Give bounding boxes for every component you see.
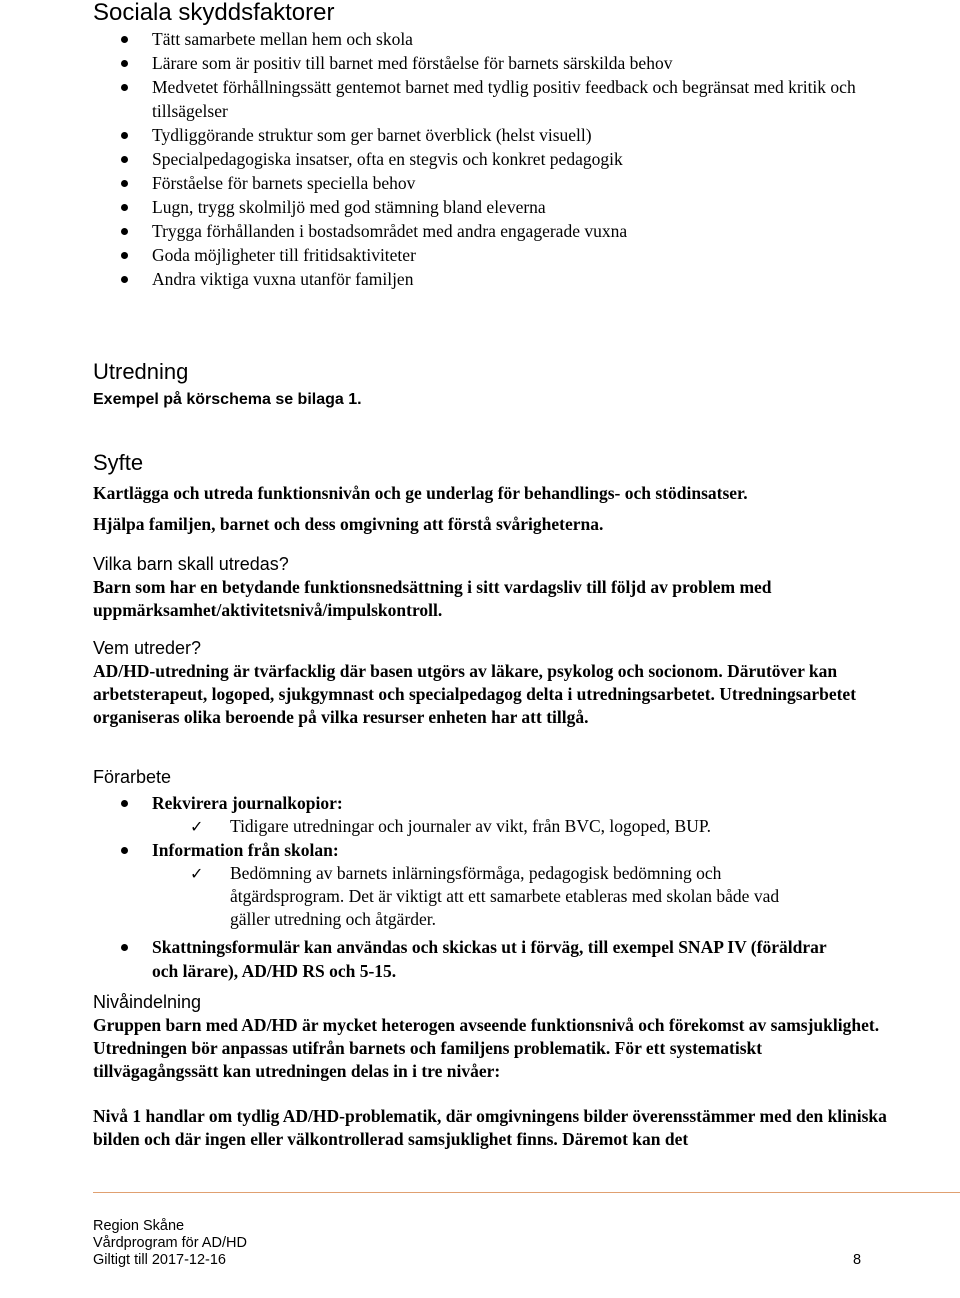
list-item: Förståelse för barnets speciella behov <box>0 171 960 195</box>
prework-sublist <box>0 815 900 838</box>
list-item: Tätt samarbete mellan hem och skola <box>0 27 960 51</box>
bullet-icon <box>121 252 128 259</box>
list-item: ✓ Bedömning av barnets inlärningsförmåga, pedagogisk bedömning och åtgärdsprogram. Det är viktigt att ett samarbete etableras med skolan både vad gäller utredning och åtgärder. <box>190 863 780 929</box>
section-title-investigation: Utredning <box>93 359 189 384</box>
bullet-icon <box>121 228 128 235</box>
page-footer <box>93 1218 247 1269</box>
levels-paragraph-2: Nivå 1 handlar om tydlig AD/HD-problematik, där omgivningens bilder överensstämmer med den kliniska bilden och där ingen eller välkontrollerad samsjuklighet finns. Däremot kan det <box>93 1106 887 1149</box>
bullet-icon <box>121 944 128 951</box>
list-item: Information från skolan: ✓ Bedömning av barnets inlärningsförmåga, pedagogisk bedömning och åtgärdsprogram. Det är viktigt att ett samarbete etableras med skolan både vad gäller utredning och åtgärder. <box>0 838 960 931</box>
purpose-paragraph-1: Kartlägga och utreda funktionsnivån och ge underlag för behandlings- och stödinsatser. <box>93 483 748 503</box>
section-title-who-investigates: Vem utreder? <box>93 638 202 658</box>
bullet-icon <box>121 60 128 67</box>
list-item: Rekvirera journalkopior: ✓ Tidigare utredningar och journaler av vikt, från BVC, logoped, BUP. <box>0 791 960 838</box>
levels-paragraph-1: Gruppen barn med AD/HD är mycket heterogen avseende funktionsnivå och förekomst av samsjuklighet. Utredningen bör anpassas utifrån barnets och familjens problematik. För ett systematiskt tillvägagångssätt kan utredningen delas in i tre nivåer: <box>93 1015 880 1081</box>
section-title-purpose: Syfte <box>93 450 144 475</box>
list-item: Lugn, trygg skolmiljö med god stämning bland eleverna <box>0 195 960 219</box>
checkmark-icon: ✓ <box>190 864 204 883</box>
footer-valid-until: Giltigt till 2017-12-16 <box>93 1252 226 1268</box>
list-item: Trygga förhållanden i bostadsområdet med andra engagerade vuxna <box>0 219 960 243</box>
bullet-icon <box>121 180 128 187</box>
bullet-icon <box>121 156 128 163</box>
bullet-icon <box>121 84 128 91</box>
list-item: Medvetet förhållningssätt gentemot barnet med tydlig positiv feedback och begränsat med kritik och tillsägelser <box>0 75 960 123</box>
bullet-icon <box>121 800 128 807</box>
page-number: 8 <box>853 1252 862 1268</box>
footer-organization: Region Skåne <box>93 1218 185 1234</box>
which-children-paragraph: Barn som har en betydande funktionsnedsättning i sitt vardagsliv till följd av problem med uppmärksamhet/aktivitetsnivå/impulskontroll. <box>93 577 772 620</box>
checkmark-icon: ✓ <box>190 817 204 836</box>
list-item: Skattningsformulär kan användas och skickas ut i förväg, till exempel SNAP IV (föräldrar och lärare), AD/HD RS och 5-15. <box>0 935 960 983</box>
list-item: Goda möjligheter till fritidsaktiviteter <box>0 243 960 267</box>
bullet-icon <box>121 276 128 283</box>
list-item: Andra viktiga vuxna utanför familjen <box>0 267 960 291</box>
section-title-levels: Nivåindelning <box>93 992 202 1012</box>
list-item: ✓ Tidigare utredningar och journaler av vikt, från BVC, logoped, BUP. <box>190 816 712 836</box>
bullet-icon <box>121 36 128 43</box>
list-item: Lärare som är positiv till barnet med förståelse för barnets särskilda behov <box>0 51 960 75</box>
section-title-protective-factors: Sociala skyddsfaktorer <box>93 0 335 26</box>
purpose-paragraph-2: Hjälpa familjen, barnet och dess omgivning att förstå svårigheterna. <box>93 514 604 534</box>
section-title-which-children: Vilka barn skall utredas? <box>93 554 289 574</box>
protective-factors-list <box>0 27 960 291</box>
who-investigates-paragraph: AD/HD-utredning är tvärfacklig där basen utgörs av läkare, psykolog och socionom. Därutöver kan arbetsterapeut, logoped, sjukgymnast och specialpedagog delta i utredningsarbetet. Utredningsarbetet organiseras olika beroende på vilka resurser enheten har att tillgå. <box>93 661 857 727</box>
prework-sublist <box>0 862 960 931</box>
section-title-prework: Förarbete <box>93 767 172 787</box>
list-item: Tydliggörande struktur som ger barnet överblick (helst visuell) <box>0 123 960 147</box>
investigation-subtitle: Exempel på körschema se bilaga 1. <box>93 391 362 408</box>
bullet-icon <box>121 132 128 139</box>
prework-list <box>0 791 960 983</box>
list-item: Specialpedagogiska insatser, ofta en stegvis och konkret pedagogik <box>0 147 960 171</box>
bullet-icon <box>121 847 128 854</box>
bullet-icon <box>121 204 128 211</box>
footer-program-title: Vårdprogram för AD/HD <box>93 1235 247 1251</box>
footer-divider <box>93 1192 960 1193</box>
